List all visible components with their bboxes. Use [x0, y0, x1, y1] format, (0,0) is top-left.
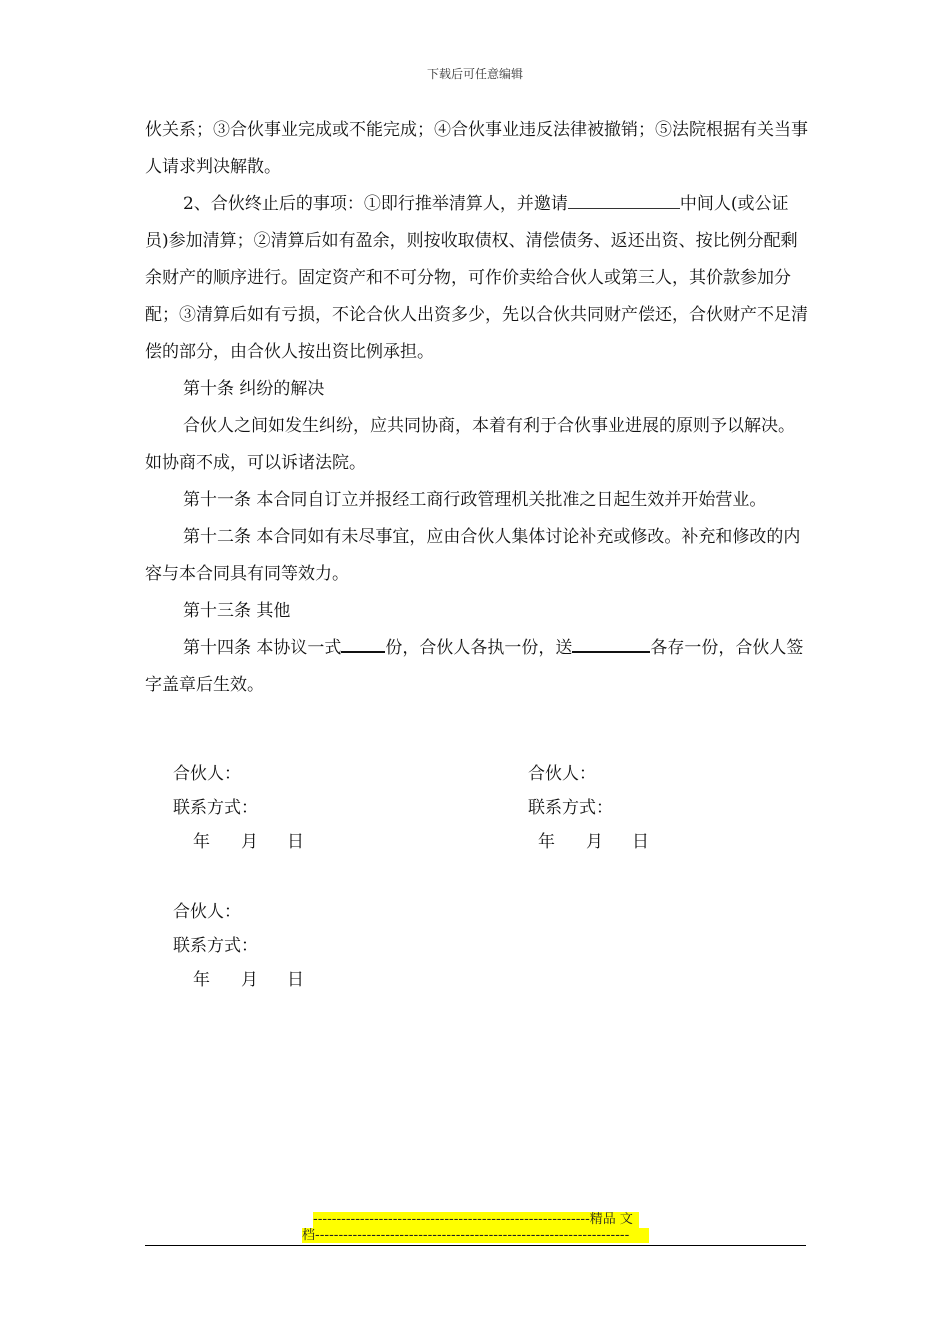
partner-label: 合伙人：: [173, 764, 241, 784]
post-termination-text-b: 中间人(或公证员)参加清算；②清算后如有盈余，则按收取债权、清偿债务、返还出资、按比例分配剩余财产的顺序进行。固定资产和不可分物，可作价卖给合伙人或第三人，其价款参加分配；③清算后如有亏损，不论合伙人出资多少，先以合伙共同财产偿还，合伙财产不足清偿的部分，由合伙人按出资比例承担。: [145, 194, 808, 362]
footer-highlight-line-2: 档-------------------------------------------------------------------: [302, 1228, 649, 1243]
contact-label: 联系方式：: [173, 936, 258, 956]
contact-label: 联系方式：: [528, 798, 613, 818]
footer-rule: [145, 1245, 806, 1246]
day-label: 日: [632, 832, 649, 852]
blank-copies: [341, 631, 385, 653]
partner-label: 合伙人：: [528, 764, 596, 784]
signature-block-2: [528, 757, 649, 859]
year-label: 年: [193, 832, 210, 852]
article-10-text: 合伙人之间如发生纠纷，应共同协商，本着有利于合伙事业进展的原则予以解决。如协商不成，可以诉诸法院。: [145, 416, 795, 473]
article-11: 第十一条 本合同自订立并报经工商行政管理机关批准之日起生效并开始营业。: [183, 490, 767, 510]
article-14-text-b: 份，合伙人各执一份，送: [385, 638, 573, 658]
paragraph-dissolution-causes: 伙关系；③合伙事业完成或不能完成；④合伙事业违反法律被撤销；⑤法院根据有关当事人请求判决解散。: [145, 120, 808, 177]
date-line: [528, 825, 649, 859]
article-14-text-c: 各存一份，合伙人签字盖章后生效。: [145, 638, 804, 695]
signature-block-1: [173, 757, 304, 859]
month-label: 月: [241, 970, 258, 990]
month-label: 月: [241, 832, 258, 852]
date-line: [173, 963, 304, 997]
article-14-text-a: 第十四条 本协议一式: [183, 638, 342, 658]
contact-label: 联系方式：: [173, 798, 258, 818]
blank-intermediary: [568, 188, 680, 209]
paragraph-post-termination: [145, 186, 809, 371]
day-label: 日: [287, 832, 304, 852]
header-note: 下载后可任意编辑: [426, 67, 523, 81]
article-13: 第十三条 其他: [183, 601, 291, 621]
signature-block-3: [173, 895, 304, 997]
article-14: [145, 630, 809, 704]
article-12: 第十二条 本合同如有未尽事宜，应由合伙人集体讨论补充或修改。补充和修改的内容与本合同具有同等效力。: [145, 527, 801, 584]
footer-highlight-line-1: -----------------------------------------------------------精品 文: [313, 1212, 639, 1228]
day-label: 日: [287, 970, 304, 990]
year-label: 年: [538, 832, 555, 852]
post-termination-text-a: 2、合伙终止后的事项：①即行推举清算人，并邀请: [183, 194, 568, 214]
month-label: 月: [586, 832, 603, 852]
date-line: [173, 825, 304, 859]
year-label: 年: [193, 970, 210, 990]
document-body: [145, 112, 809, 704]
partner-label: 合伙人：: [173, 902, 241, 922]
article-10-title: 第十条 纠纷的解决: [183, 379, 325, 399]
blank-recipient: [572, 631, 650, 653]
